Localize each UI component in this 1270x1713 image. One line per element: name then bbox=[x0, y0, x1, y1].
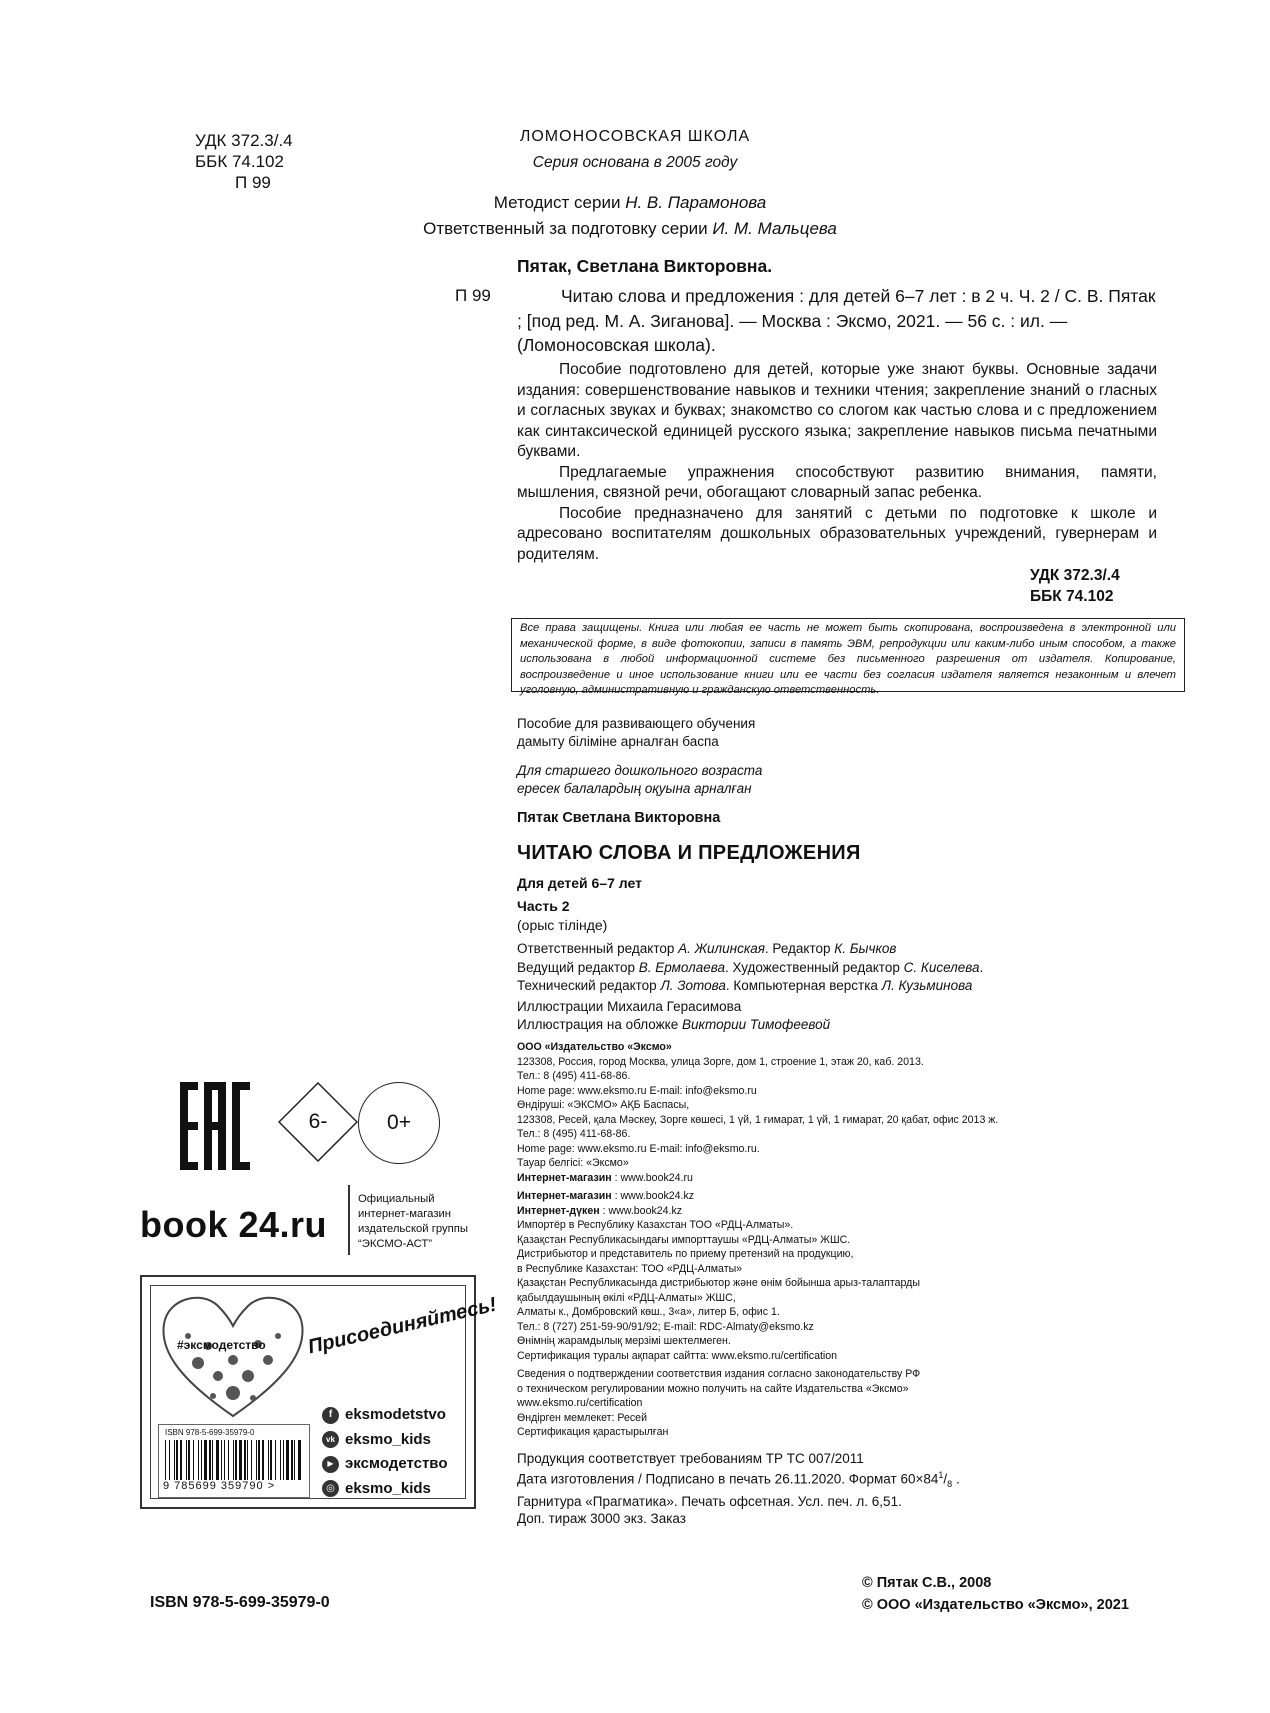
heart-badge bbox=[158, 1288, 308, 1425]
imprint-line: Сертификация қарастырылған bbox=[517, 1426, 669, 1438]
barcode-bar bbox=[294, 1440, 295, 1480]
imprint-line: Тел.: 8 (495) 411-68-86. bbox=[517, 1070, 631, 1082]
imprint-line: Тауар белгісі: «Эксмо» bbox=[517, 1157, 629, 1169]
barcode-bar bbox=[233, 1440, 234, 1480]
editors-line: Ответственный редактор А. Жилинская. Редактор К. Бычков bbox=[517, 941, 897, 956]
imprint-line: о техническом регулировании можно получить на сайте Издательства «Эксмо» bbox=[517, 1382, 909, 1395]
editors-line: Ведущий редактор В. Ермолаева. Художественный редактор С. Киселева. bbox=[517, 959, 984, 975]
youtube-icon: ▶ bbox=[322, 1456, 339, 1473]
barcode-bar bbox=[198, 1440, 199, 1480]
barcode-bar bbox=[228, 1440, 229, 1480]
copyright-line: © Пятак С.В., 2008 bbox=[862, 1575, 992, 1591]
book-for-age: Для детей 6–7 лет bbox=[517, 875, 642, 891]
imprint-line: Алматы к., Домбровский көш., 3«а», литер Б, офис 1. bbox=[517, 1306, 780, 1318]
purpose-block bbox=[517, 715, 755, 751]
author-mark: П 99 bbox=[235, 173, 271, 192]
abstract-paragraph: Пособие подготовлено для детей, которые уже знают буквы. Основные задачи издания: совершенствование навыков и техники чтения; закрепление знаний о гласных и согласных звуках и буквах; знакомство со слогом как частью слова и с предложением как синтаксической единицей русского языка; закрепление навыков письма печатными буквами. bbox=[517, 361, 1157, 460]
social-item[interactable]: vk eksmo_kids bbox=[322, 1428, 448, 1453]
barcode-bar bbox=[251, 1440, 252, 1480]
social-item[interactable]: ▶ эксмодетство bbox=[322, 1452, 448, 1477]
barcode-bar bbox=[204, 1440, 207, 1480]
barcode-bar bbox=[176, 1440, 178, 1480]
illustrations-block bbox=[517, 998, 830, 1034]
barcode-bar bbox=[221, 1440, 222, 1480]
barcode-isbn: ISBN 978-5-699-35979-0 bbox=[165, 1428, 255, 1437]
imprint-line: Интернет-магазин : www.book24.ru bbox=[517, 1171, 693, 1184]
methodist-line: Методист серии Н. В. Парамонова bbox=[493, 193, 767, 212]
illustrations-cover: Иллюстрация на обложке Виктории Тимофеевой bbox=[517, 1017, 831, 1032]
production-date: Дата изготовления / Подписано в печать 26.11.2020. Формат $60\times 84^1/_8$ . bbox=[517, 1470, 960, 1490]
age-block bbox=[517, 762, 762, 798]
copyright-line: © ООО «Издательство «Эксмо», 2021 bbox=[862, 1597, 1129, 1613]
barcode-digits: 9 785699 359790 > bbox=[163, 1480, 276, 1492]
barcode-bar bbox=[201, 1440, 202, 1480]
barcode-bar bbox=[188, 1440, 190, 1480]
isbn-number: ISBN 978-5-699-35979-0 bbox=[150, 1594, 330, 1611]
barcode-bar bbox=[244, 1440, 246, 1480]
illustrations-inside: Иллюстрации Михаила Герасимова bbox=[517, 999, 742, 1014]
imprint-line: 123308, Россия, город Москва, улица Зорге, дом 1, строение 1, этаж 20, каб. 2013. bbox=[517, 1055, 924, 1068]
book-part: Часть 2 bbox=[517, 898, 570, 914]
series-staff bbox=[350, 190, 910, 242]
promo-join-text: Присоединяйтесь! bbox=[305, 1293, 499, 1359]
eac-mark bbox=[180, 1082, 260, 1175]
imprint-line: Home page: www.eksmo.ru E-mail: info@eksmo.ru. bbox=[517, 1142, 760, 1155]
purpose-kz: дамыту біліміне арналған баспа bbox=[517, 734, 719, 749]
barcode-bar bbox=[275, 1440, 276, 1480]
imprint-line: Импортёр в Республику Казахстан ТОО «РДЦ-Алматы». bbox=[517, 1219, 794, 1231]
catalog-author: Пятак, Светлана Викторовна. bbox=[517, 256, 773, 276]
imprint-line: Қазақстан Республикасында дистрибьютор және өнім бойынша арыз-талаптарды bbox=[517, 1277, 920, 1289]
barcode-bar bbox=[193, 1440, 194, 1480]
barcode-bar bbox=[262, 1440, 264, 1480]
imprint-line: ООО «Издательство «Эксмо» bbox=[517, 1041, 672, 1053]
production-run: Доп. тираж 3000 экз. Заказ bbox=[517, 1511, 686, 1527]
barcode-bar bbox=[180, 1440, 182, 1480]
book24-divider bbox=[348, 1185, 350, 1255]
imprint-block bbox=[517, 1040, 998, 1440]
purpose-ru: Пособие для развивающего обучения bbox=[517, 716, 756, 731]
copyright-block bbox=[862, 1572, 1129, 1616]
vk-icon: vk bbox=[322, 1431, 339, 1448]
barcode-bars bbox=[165, 1440, 303, 1480]
barcode-bar bbox=[209, 1440, 211, 1480]
barcode-bar bbox=[286, 1440, 289, 1480]
barcode-bar bbox=[165, 1440, 166, 1480]
barcode-bar bbox=[169, 1440, 170, 1480]
barcode-bar bbox=[212, 1440, 213, 1480]
book-language: (орыс тілінде) bbox=[517, 917, 608, 933]
imprint-line: Өндірген мемлекет: Ресей bbox=[517, 1411, 647, 1424]
catalog-bbk: ББК 74.102 bbox=[1030, 588, 1114, 605]
series-founded: Серия основана в 2005 году bbox=[532, 154, 738, 171]
book24-description: Официальный интернет-магазин издательской группы “ЭКСМО-АСТ” bbox=[358, 1193, 469, 1250]
barcode-bar bbox=[256, 1440, 257, 1480]
bbk-code: ББК 74.102 bbox=[195, 152, 284, 171]
imprint-line: 123308, Ресей, қала Мәскеу, Зорге көшесі, 1 үй, 1 ғимарат, 1 үй, 1 ғимарат, 20 қабат, офис 2013 ж. bbox=[517, 1113, 999, 1126]
heart-icon bbox=[158, 1288, 308, 1420]
barcode-bar bbox=[174, 1440, 175, 1480]
social-item[interactable]: f eksmodetstvo bbox=[322, 1403, 448, 1428]
imprint-line: Тел.: 8 (495) 411-68-86. bbox=[517, 1128, 631, 1140]
catalog-code: П 99 bbox=[455, 286, 491, 305]
imprint-line: Қазақстан Республикасындағы импорттаушы «РДЦ-Алматы» ЖШС. bbox=[517, 1233, 851, 1246]
facebook-icon: f bbox=[322, 1407, 339, 1424]
age-ru: Для старшего дошкольного возраста bbox=[517, 763, 763, 778]
barcode-bar bbox=[258, 1440, 260, 1480]
abstract-paragraph: Предлагаемые упражнения способствуют развитию внимания, памяти, мышления, связной речи, обогащают словарный запас ребенка. bbox=[517, 463, 1157, 501]
barcode-bar bbox=[247, 1440, 248, 1480]
barcode-bar bbox=[186, 1440, 187, 1480]
production-font: Гарнитура «Прагматика». Печать офсетная. Усл. печ. л. 6,51. bbox=[517, 1494, 902, 1510]
book-title: ЧИТАЮ СЛОВА И ПРЕДЛОЖЕНИЯ bbox=[517, 842, 861, 864]
imprint-line: Өндіруші: «ЭКСМО» АҚБ Баспасы, bbox=[517, 1099, 690, 1111]
imprint-line: www.eksmo.ru/certification bbox=[517, 1397, 643, 1409]
imprint-line: Өнімнің жарамдылық мерзімі шектелмеген. bbox=[517, 1335, 731, 1347]
abstract-paragraph: Пособие предназначено для занятий с детьми по подготовке к школе и адресовано воспитателям дошкольных образовательных учреждений, гувернерам и родителям. bbox=[517, 504, 1157, 563]
barcode-bar bbox=[216, 1440, 219, 1480]
production-standard: Продукция соответствует требованиям ТР ТС 007/2011 bbox=[517, 1451, 864, 1466]
eac-logo bbox=[180, 1082, 260, 1170]
barcode-bar bbox=[291, 1440, 293, 1480]
barcode-bar bbox=[268, 1440, 269, 1480]
promo-hashtag: #эксмодетство bbox=[177, 1338, 266, 1352]
imprint-line: Интернет-дүкен : www.book24.kz bbox=[517, 1204, 683, 1217]
barcode-bar bbox=[224, 1440, 225, 1480]
barcode-bar bbox=[283, 1440, 284, 1480]
catalog-abstract bbox=[517, 360, 1157, 565]
imprint-line: Тел.: 8 (727) 251-59-90/91/92; E-mail: RDC-Almaty@eksmo.kz bbox=[517, 1320, 814, 1333]
barcode-bar bbox=[270, 1440, 272, 1480]
responsible-line: Ответственный за подготовку серии И. М. Мальцева bbox=[423, 219, 837, 238]
age-rating-circle: 0+ bbox=[358, 1082, 440, 1164]
imprint-line: Home page: www.eksmo.ru E-mail: info@eksmo.ru bbox=[517, 1084, 757, 1097]
barcode bbox=[158, 1424, 310, 1498]
udk-block bbox=[195, 130, 293, 193]
barcode-bar bbox=[280, 1440, 281, 1480]
book-author: Пятак Светлана Викторовна bbox=[517, 810, 721, 826]
barcode-bar bbox=[235, 1440, 237, 1480]
editors-block bbox=[517, 940, 983, 996]
catalog-udk: УДК 372.3/.4 bbox=[1030, 567, 1120, 584]
imprint-line: қабылдаушының өкілі «РДЦ-Алматы» ЖШС, bbox=[517, 1291, 736, 1304]
editors-line: Технический редактор Л. Зотова. Компьютерная верстка Л. Кузьминова bbox=[517, 978, 973, 993]
book24-logo: book 24.ru bbox=[140, 1204, 328, 1245]
imprint-line: в Республике Казахстан: ТОО «РДЦ-Алматы» bbox=[517, 1262, 743, 1275]
imprint-line: Сведения о подтверждении соответствия издания согласно законодательству РФ bbox=[517, 1368, 921, 1380]
barcode-bar bbox=[239, 1440, 242, 1480]
imprint-line: Интернет-магазин : www.book24.kz bbox=[517, 1190, 695, 1202]
udk-code: УДК 372.3/.4 bbox=[195, 131, 293, 150]
age-kz: ересек балалардың оқуына арналған bbox=[517, 781, 752, 796]
catalog-entry: Читаю слова и предложения : для детей 6–7 лет : в 2 ч. Ч. 2 / С. В. Пятак ; [под ред. М. А. Зиганова]. — Москва : Эксмо, 2021. — 56 с. : ил. — (Ломоносовская школа). bbox=[517, 286, 1156, 355]
imprint-line: Сертификация туралы ақпарат сайтта: www.eksmo.ru/certification bbox=[517, 1349, 838, 1362]
instagram-icon: ◎ bbox=[322, 1480, 339, 1497]
age-rating-diamond-label: 6- bbox=[308, 1110, 328, 1133]
imprint-line: Дистрибьютор и представитель по приему претензий на продукцию, bbox=[517, 1248, 854, 1260]
social-links bbox=[322, 1403, 448, 1501]
social-item[interactable]: ◎ eksmo_kids bbox=[322, 1477, 448, 1502]
barcode-bar bbox=[298, 1440, 301, 1480]
rights-notice: Все права защищены. Книга или любая ее часть не может быть скопирована, воспроизведена в электронной или механической форме, в виде фотокопии, записи в память ЭВМ, репродукции или каким-либо иным способом, а также использована в любой информационной системе без письменного разрешения от издателя. Копирование, воспроизведение и иное использование книги или ее части без согласия издателя является незаконным и влечет уголовную, административную и гражданскую ответственность. bbox=[511, 618, 1185, 692]
production-block bbox=[517, 1450, 960, 1527]
series-name: ЛОМОНОСОВСКАЯ ШКОЛА bbox=[519, 128, 751, 145]
catalog-classification bbox=[1030, 565, 1120, 607]
